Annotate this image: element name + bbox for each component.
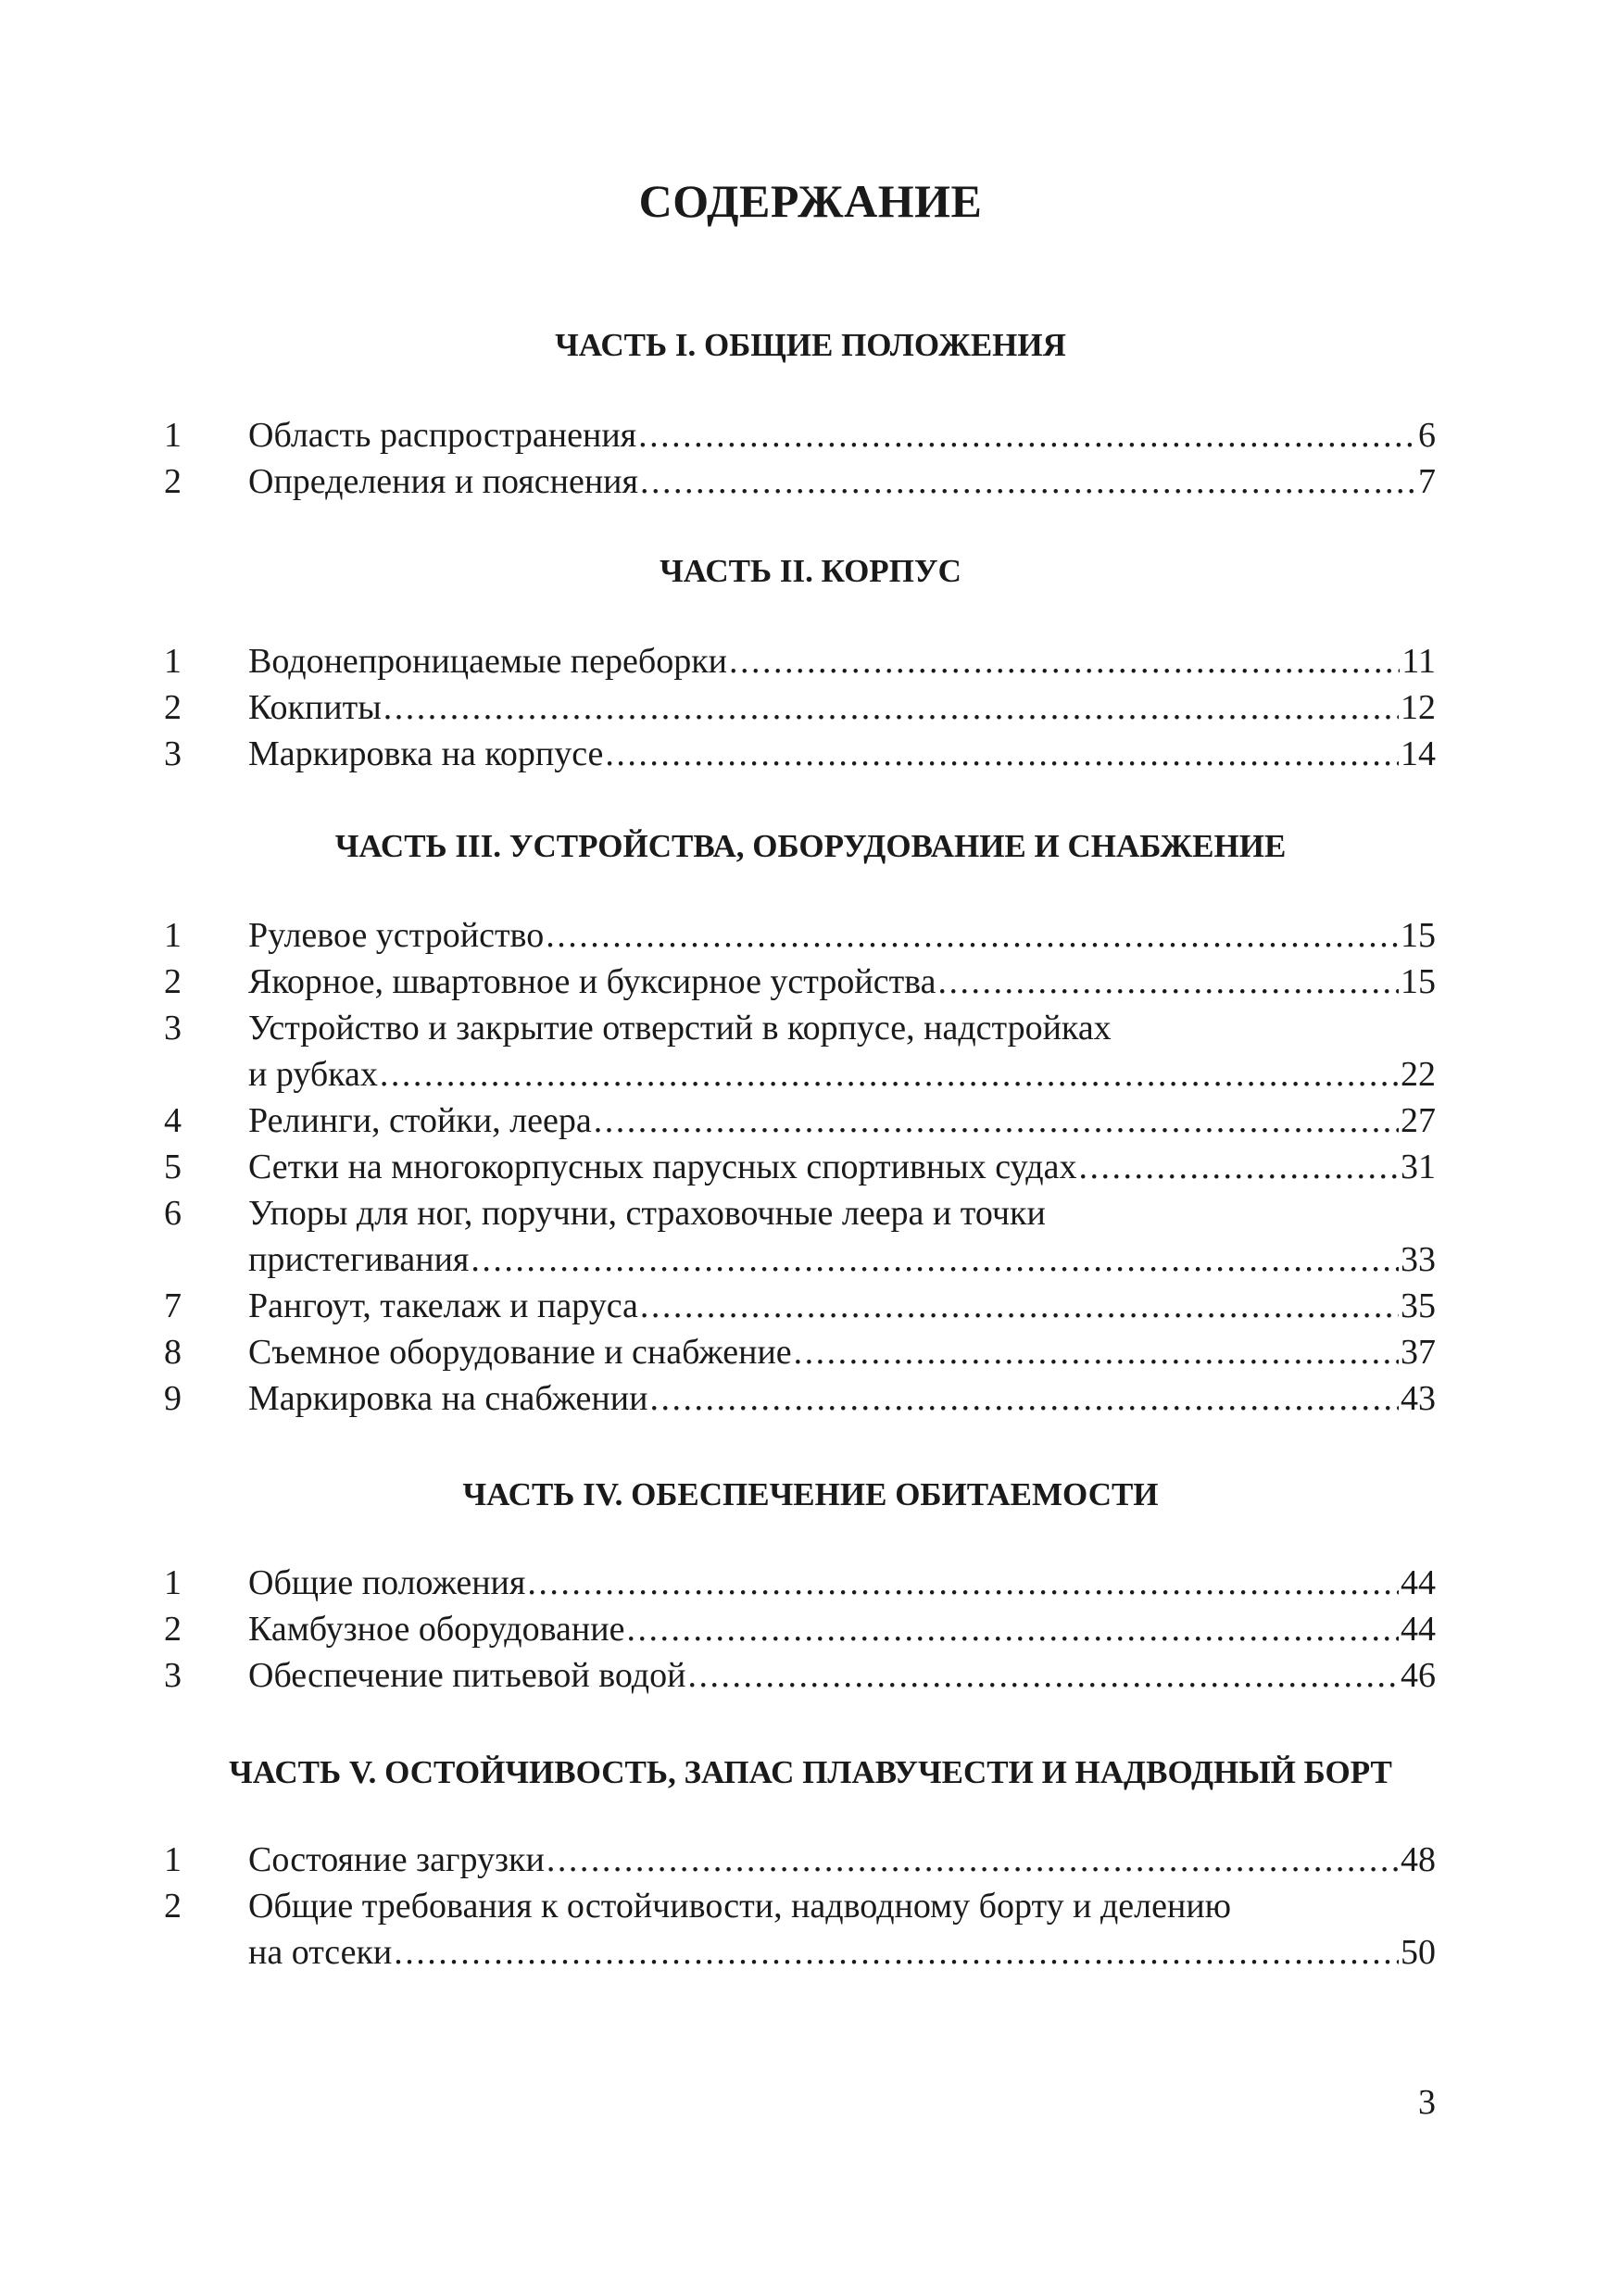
entry-title: Кокпиты	[248, 688, 382, 727]
part-heading: ЧАСТЬ III. УСТРОЙСТВА, ОБОРУДОВАНИЕ И СНАБЖЕНИЕ	[334, 828, 1287, 864]
entry-title: Рангоут, такелаж и паруса	[248, 1286, 638, 1325]
toc-entry[interactable]	[0, 1005, 1621, 1098]
dot-leader	[794, 1329, 1399, 1375]
entry-page-number: 43	[1401, 1379, 1436, 1418]
toc-entry[interactable]	[0, 1190, 1621, 1283]
entry-title: Устройство и закрытие отверстий в корпусе, надстройках	[248, 1009, 1112, 1048]
entry-number: 2	[164, 962, 182, 1001]
toc-entry[interactable]	[0, 731, 1621, 777]
toc-entry[interactable]	[0, 959, 1621, 1005]
entry-number: 2	[164, 688, 182, 727]
entry-number: 7	[164, 1286, 182, 1325]
toc-entry[interactable]	[0, 638, 1621, 684]
part-heading: ЧАСТЬ V. ОСТОЙЧИВОСТЬ, ЗАПАС ПЛАВУЧЕСТИ И НАДВОДНЫЙ БОРТ	[229, 1754, 1392, 1790]
entry-number: 2	[164, 1887, 182, 1926]
entry-title: Релинги, стойки, леера	[248, 1101, 592, 1140]
entry-number: 1	[164, 416, 182, 455]
dot-leader	[527, 1560, 1399, 1606]
entry-page-number: 12	[1401, 688, 1436, 727]
toc-entry[interactable]	[0, 458, 1621, 505]
entry-title: Сетки на многокорпусных парусных спортивных судах	[248, 1148, 1077, 1186]
entry-title: Водонепроницаемые переборки	[248, 642, 728, 681]
dot-leader	[1078, 1144, 1399, 1190]
entry-page-number: 50	[1401, 1933, 1436, 1972]
entry-number: 1	[164, 642, 182, 681]
toc-entry[interactable]	[0, 1883, 1621, 1976]
toc-entry[interactable]	[0, 1098, 1621, 1144]
entry-number: 8	[164, 1333, 182, 1372]
toc-entry[interactable]	[0, 1375, 1621, 1422]
toc-entry[interactable]	[0, 1144, 1621, 1190]
entry-page-number: 44	[1401, 1610, 1436, 1649]
entry-number: 1	[164, 1563, 182, 1602]
dot-leader	[605, 731, 1399, 777]
entry-title: Состояние загрузки	[248, 1840, 545, 1879]
entry-page-number: 35	[1401, 1286, 1436, 1325]
entry-page-number: 22	[1401, 1055, 1436, 1094]
entry-title: Маркировка на корпусе	[248, 734, 604, 773]
entry-title: Область распространения	[248, 416, 637, 455]
entry-number: 4	[164, 1101, 182, 1140]
dot-leader	[937, 959, 1399, 1005]
entry-title: Съемное оборудование и снабжение	[248, 1333, 792, 1372]
dot-leader	[640, 1283, 1399, 1329]
dot-leader	[640, 458, 1416, 505]
entry-page-number: 27	[1401, 1101, 1436, 1140]
entry-number: 3	[164, 1656, 182, 1695]
entry-title: на отсеки	[248, 1933, 393, 1972]
entry-number: 2	[164, 462, 182, 501]
toc-entry[interactable]	[0, 912, 1621, 959]
entry-title: Определения и пояснения	[248, 462, 638, 501]
entry-number: 9	[164, 1379, 182, 1418]
entry-title: Обеспечение питьевой водой	[248, 1656, 686, 1695]
page-title: СОДЕРЖАНИЕ	[638, 175, 983, 227]
dot-leader	[380, 1051, 1399, 1098]
dot-leader	[547, 1837, 1399, 1883]
entry-page-number: 44	[1401, 1563, 1436, 1602]
part-heading: ЧАСТЬ I. ОБЩИЕ ПОЛОЖЕНИЯ	[555, 327, 1066, 363]
entry-page-number: 15	[1401, 916, 1436, 955]
entry-page-number: 15	[1401, 962, 1436, 1001]
entry-title: Общие требования к остойчивости, надводному борту и делению	[248, 1887, 1232, 1926]
entry-title: пристегивания	[248, 1240, 470, 1279]
dot-leader	[383, 684, 1399, 731]
entry-page-number: 48	[1401, 1840, 1436, 1879]
entry-page-number: 6	[1418, 416, 1436, 455]
entry-title: Камбузное оборудование	[248, 1610, 625, 1649]
toc-entry[interactable]	[0, 684, 1621, 731]
entry-page-number: 33	[1401, 1240, 1436, 1279]
entry-title: и рубках	[248, 1055, 378, 1094]
entry-page-number: 14	[1401, 734, 1436, 773]
dot-leader	[594, 1098, 1399, 1144]
dot-leader	[687, 1652, 1399, 1699]
entry-title: Упоры для ног, поручни, страховочные леера и точки	[248, 1194, 1046, 1233]
entry-number: 2	[164, 1610, 182, 1649]
dot-leader	[471, 1236, 1399, 1283]
entry-page-number: 37	[1401, 1333, 1436, 1372]
dot-leader	[638, 412, 1416, 458]
dot-leader	[729, 638, 1400, 684]
entry-page-number: 31	[1401, 1148, 1436, 1186]
entry-title: Якорное, швартовное и буксирное устройства	[248, 962, 936, 1001]
dot-leader	[546, 912, 1399, 959]
toc-entry[interactable]	[0, 412, 1621, 458]
entry-title: Маркировка на снабжении	[248, 1379, 648, 1418]
entry-number: 1	[164, 916, 182, 955]
dot-leader	[394, 1929, 1399, 1976]
toc-entry[interactable]	[0, 1329, 1621, 1375]
toc-entry[interactable]	[0, 1837, 1621, 1883]
entry-page-number: 46	[1401, 1656, 1436, 1695]
toc-entry[interactable]	[0, 1652, 1621, 1699]
entry-number: 3	[164, 1009, 182, 1048]
part-heading: ЧАСТЬ IV. ОБЕСПЕЧЕНИЕ ОБИТАЕМОСТИ	[462, 1476, 1159, 1512]
entry-number: 1	[164, 1840, 182, 1879]
dot-leader	[649, 1375, 1399, 1422]
toc-entry[interactable]	[0, 1560, 1621, 1606]
entry-page-number: 11	[1401, 642, 1436, 681]
dot-leader	[626, 1606, 1399, 1652]
entry-number: 6	[164, 1194, 182, 1233]
page-number: 3	[1418, 2083, 1436, 2122]
toc-entry[interactable]	[0, 1283, 1621, 1329]
entry-title: Рулевое устройство	[248, 916, 545, 955]
entry-title: Общие положения	[248, 1563, 526, 1602]
entry-number: 5	[164, 1148, 182, 1186]
entry-number: 3	[164, 734, 182, 773]
entry-page-number: 7	[1418, 462, 1436, 501]
part-heading: ЧАСТЬ II. КОРПУС	[660, 553, 961, 589]
toc-entry[interactable]	[0, 1606, 1621, 1652]
